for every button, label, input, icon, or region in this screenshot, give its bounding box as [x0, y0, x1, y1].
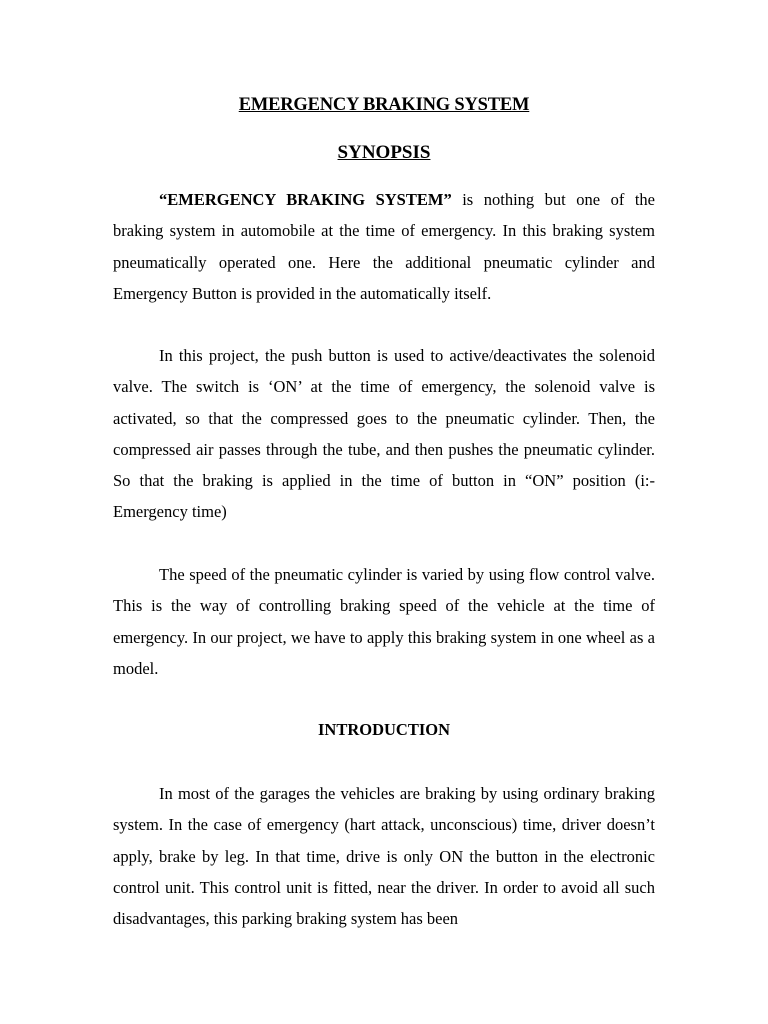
project-name-bold: “EMERGENCY BRAKING SYSTEM” [159, 190, 452, 209]
introduction-paragraph-1: In most of the garages the vehicles are braking by using ordinary braking system. In the case of emergency (hart attack, unconscious) time, driver doesn’t apply, brake by leg. In that time, drive is only ON the button in the electronic control unit. This control unit is fitted, near the driver. In order to avoid all such disadvantages, this parking braking system has been [113, 784, 655, 929]
synopsis-paragraph-1-text: is nothing but one of the braking system in automobile at the time of emergency. In this braking system pneumatically operated one. Here the additional pneumatic cylinder and Emergency Button is provided in the automatically itself. [113, 190, 656, 303]
introduction-heading: INTRODUCTION [317, 720, 451, 739]
synopsis-paragraph-1 [113, 184, 655, 309]
document-title: EMERGENCY BRAKING SYSTEM [238, 95, 530, 115]
synopsis-heading: SYNOPSIS [337, 142, 431, 163]
synopsis-paragraph-3: The speed of the pneumatic cylinder is varied by using flow control valve. This is the way of controlling braking speed of the vehicle at the time of emergency. In our project, we have to apply this braking system in one wheel as a model. [113, 565, 655, 678]
synopsis-paragraph-2: In this project, the push button is used to active/deactivates the solenoid valve. The switch is ‘ON’ at the time of emergency, the solenoid valve is activated, so that the compressed goes to the pneumatic cylinder. Then, the compressed air passes through the tube, and then pushes the pneumatic cylinder. So that the braking is applied in the time of button in “ON” position (i:- Emergency time) [113, 346, 655, 522]
